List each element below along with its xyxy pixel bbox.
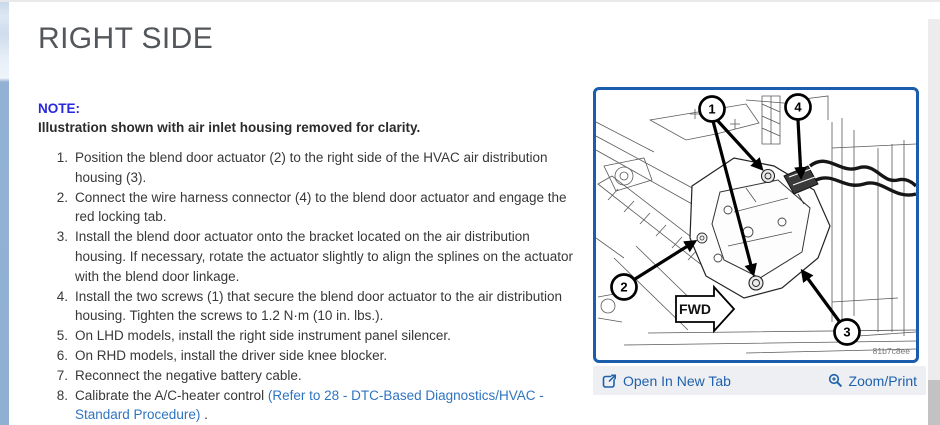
note-block — [38, 100, 590, 137]
step-text: Install the blend door actuator onto the bracket located on the air distribution housing. If necessary, rotate the actuator slightly to align the splines on the actuator with the blend door linkage. — [75, 229, 574, 284]
figure-toolbar — [593, 366, 926, 395]
step-item — [38, 366, 590, 386]
step-text: Install the two screws (1) that secure the blend door actuator to the air distribution housing. Tighten the screws to 1.2 N·m (10 in. lbs.). — [75, 288, 563, 324]
step-text: Position the blend door actuator (2) to the right side of the HVAC air distribution housing (3). — [75, 150, 548, 185]
step-number: 2. — [56, 189, 68, 205]
procedure-steps — [38, 148, 590, 425]
refer-procedure-link[interactable]: (Refer to 28 - DTC-Based Diagnostics/HVAC - Standard Procedure) — [75, 387, 544, 423]
step-number: 5. — [56, 328, 68, 344]
vertical-scrollbar[interactable] — [928, 19, 940, 425]
callout-2 — [612, 275, 637, 300]
figure-id-label: 81b7c8ee — [872, 346, 910, 356]
callout-3 — [835, 320, 860, 345]
step-text — [75, 386, 575, 425]
step-item — [38, 148, 590, 188]
open-in-new-tab-link[interactable] — [602, 373, 731, 389]
callout-4 — [786, 95, 811, 120]
step-text: Reconnect the negative battery cable. — [75, 367, 302, 383]
vertical-scrollbar-thumb[interactable] — [928, 380, 940, 425]
step-item — [38, 386, 590, 425]
note-text: Illustration shown with air inlet housing removed for clarity. — [38, 120, 421, 135]
open-in-new-tab-label: Open In New Tab — [623, 372, 731, 389]
step-item — [38, 188, 590, 228]
zoom-print-label: Zoom/Print — [848, 372, 917, 389]
svg-text:3: 3 — [843, 324, 851, 340]
zoom-print-link[interactable] — [828, 373, 917, 389]
left-edge-strip — [0, 2, 9, 425]
step-number: 7. — [56, 367, 68, 383]
figure-image-box — [593, 87, 919, 363]
svg-text:4: 4 — [794, 99, 802, 115]
step-number: 3. — [56, 229, 68, 245]
page-title: RIGHT SIDE — [38, 22, 214, 55]
step-item — [38, 287, 590, 327]
wire-harness — [810, 161, 916, 195]
open-in-new-icon — [602, 373, 617, 388]
note-label: NOTE: — [38, 101, 80, 116]
step-item — [38, 326, 590, 346]
blend-door-actuator — [690, 158, 830, 298]
figure-panel — [593, 87, 926, 395]
fwd-label: FWD — [679, 301, 711, 317]
step-text-pre: Calibrate the A/C-heater control — [75, 387, 268, 403]
step-text: On RHD models, install the driver side knee blocker. — [75, 347, 388, 363]
step-item — [38, 346, 590, 366]
step-number: 1. — [56, 150, 68, 165]
hvac-actuator-illustration — [596, 90, 916, 360]
step-text-post: . — [200, 407, 208, 423]
step-item — [38, 227, 590, 286]
step-text: On LHD models, install the right side instrument panel silencer. — [75, 328, 451, 344]
procedure-content — [38, 20, 590, 425]
step-text: Connect the wire harness connector (4) to the blend door actuator and engage the red locking tab. — [75, 189, 567, 225]
svg-text:2: 2 — [620, 279, 628, 295]
step-number: 6. — [56, 347, 68, 363]
step-number: 4. — [56, 288, 68, 304]
callout-1 — [700, 97, 725, 122]
svg-text:1: 1 — [708, 101, 716, 117]
step-number: 8. — [56, 387, 68, 403]
zoom-plus-icon — [828, 373, 843, 388]
